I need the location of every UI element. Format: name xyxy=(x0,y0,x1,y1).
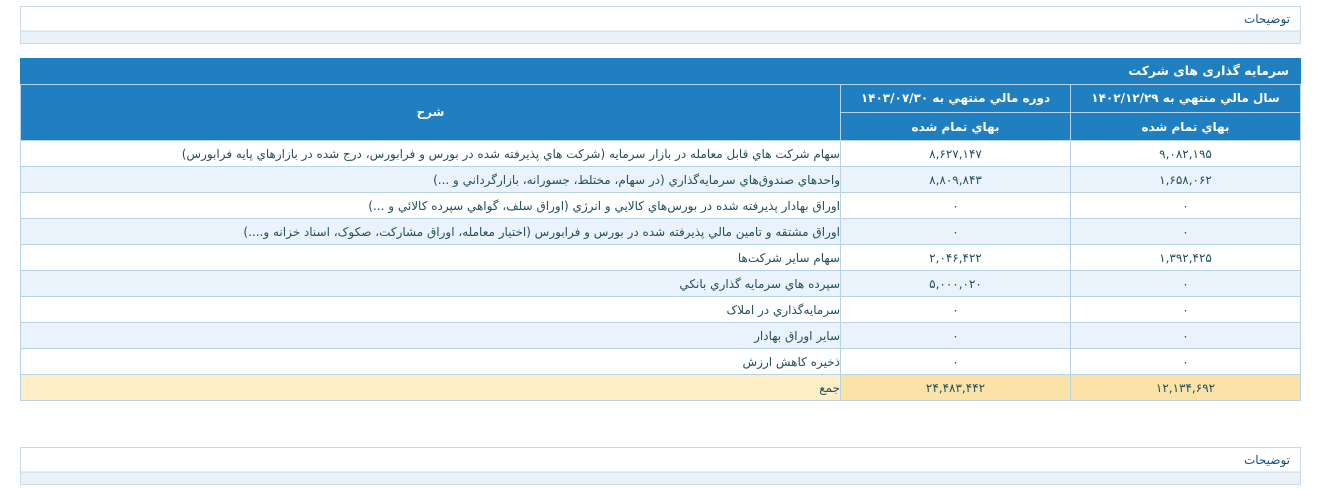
notes-title-top: توضیحات xyxy=(21,7,1300,31)
cell-period: ۸,۶۲۷,۱۴۷ xyxy=(841,141,1071,167)
cell-year: ۰ xyxy=(1071,271,1301,297)
cell-period: ۲,۰۴۶,۴۲۲ xyxy=(841,245,1071,271)
table-row xyxy=(21,219,1301,245)
cell-year: ۱,۶۵۸,۰۶۲ xyxy=(1071,167,1301,193)
cell-description: واحدهاي صندوق‌هاي سرمايه‌گذاري (در سهام، مختلط، جسورانه، بازارگرداني و ...) xyxy=(21,167,841,193)
cell-year: ۹,۰۸۲,۱۹۵ xyxy=(1071,141,1301,167)
table-row xyxy=(21,271,1301,297)
cell-description: سهام شرکت هاي قابل معامله در بازار سرمايه (شرکت هاي پذيرفته شده در بورس و فرابورس، درج شده در بازارهاي پايه فرابورس) xyxy=(21,141,841,167)
cell-year: ۰ xyxy=(1071,219,1301,245)
cell-year: ۰ xyxy=(1071,193,1301,219)
table-row xyxy=(21,167,1301,193)
notes-panel-bottom xyxy=(20,447,1301,485)
investments-table-body xyxy=(21,141,1301,401)
total-period: ۲۴,۴۸۳,۴۴۲ xyxy=(841,375,1071,401)
cell-description: اوراق مشتقه و تامين مالي پذيرفته شده در بورس و فرابورس (اختيار معامله، اوراق مشارکت، صکوک، اسناد خزانه و....) xyxy=(21,219,841,245)
cell-year: ۰ xyxy=(1071,297,1301,323)
header-description-col: شرح xyxy=(21,85,841,141)
investments-title: سرمایه گذاری های شرکت xyxy=(20,58,1301,84)
cell-year: ۰ xyxy=(1071,323,1301,349)
notes-title-bottom: توضیحات xyxy=(21,448,1300,472)
cell-period: ۰ xyxy=(841,297,1071,323)
table-row xyxy=(21,245,1301,271)
cell-period: ۵,۰۰۰,۰۲۰ xyxy=(841,271,1071,297)
table-row xyxy=(21,323,1301,349)
cell-period: ۰ xyxy=(841,349,1071,375)
header-period-sub: بهاي تمام شده xyxy=(841,113,1071,141)
header-year-col: سال مالي منتهي به ۱۴۰۲/۱۲/۲۹ xyxy=(1071,85,1301,113)
table-row xyxy=(21,193,1301,219)
total-year: ۱۲,۱۳۴,۶۹۲ xyxy=(1071,375,1301,401)
total-label: جمع xyxy=(21,375,841,401)
notes-panel-top xyxy=(20,6,1301,44)
cell-description: سپرده هاي سرمايه گذاري بانکي xyxy=(21,271,841,297)
investments-section xyxy=(20,58,1301,401)
table-row xyxy=(21,297,1301,323)
cell-description: سهام ساير شرکت‌ها xyxy=(21,245,841,271)
cell-period: ۸,۸۰۹,۸۴۳ xyxy=(841,167,1071,193)
cell-description: اوراق بهادار پذيرفته شده در بورس‌هاي کالايي و انرژي (اوراق سلف، گواهي سپرده کالائي و ...) xyxy=(21,193,841,219)
cell-period: ۰ xyxy=(841,219,1071,245)
cell-description: ساير اوراق بهادار xyxy=(21,323,841,349)
table-row xyxy=(21,349,1301,375)
table-header-row-1 xyxy=(21,85,1301,113)
investments-table xyxy=(20,84,1301,401)
cell-period: ۰ xyxy=(841,323,1071,349)
notes-body-bottom xyxy=(21,472,1300,484)
investments-table-head xyxy=(21,85,1301,141)
table-row xyxy=(21,141,1301,167)
cell-year: ۱,۳۹۲,۴۲۵ xyxy=(1071,245,1301,271)
cell-year: ۰ xyxy=(1071,349,1301,375)
cell-period: ۰ xyxy=(841,193,1071,219)
cell-description: ذخيره کاهش ارزش xyxy=(21,349,841,375)
cell-description: سرمايه‌گذاري در املاک xyxy=(21,297,841,323)
header-year-sub: بهاي تمام شده xyxy=(1071,113,1301,141)
table-total-row xyxy=(21,375,1301,401)
notes-body-top xyxy=(21,31,1300,43)
header-period-col: دوره مالي منتهي به ۱۴۰۳/۰۷/۳۰ xyxy=(841,85,1071,113)
